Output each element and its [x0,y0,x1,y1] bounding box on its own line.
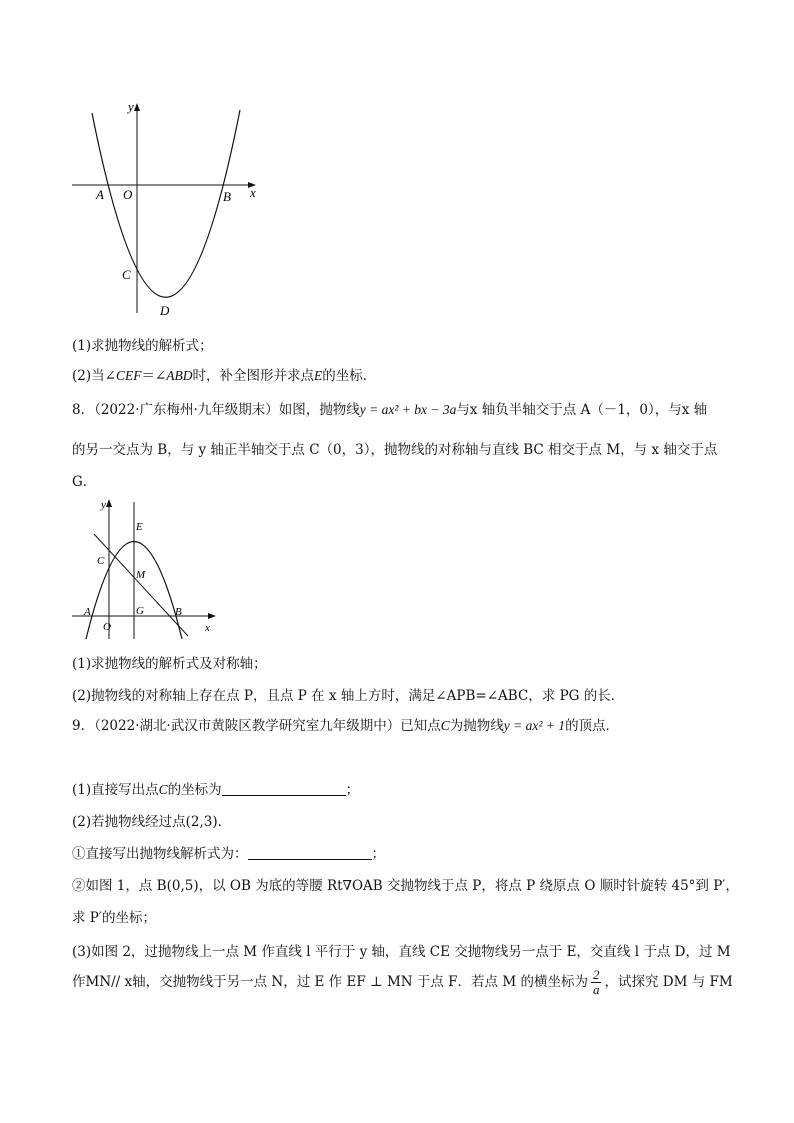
q8-part1: (1)求抛物线的解析式及对称轴； [72,656,267,672]
q9-line1-post: 的顶点． [565,718,620,734]
fraction-numerator: 2 [592,967,600,982]
fig2-label-x: x [205,622,210,634]
q9-part3-line2-pre: 作MN// x轴，交抛物线于另一点 N，过 E 作 EF ⊥ MN 于点 F．若点 M 的横坐标为 [72,974,588,990]
q8-line1 [72,400,707,420]
parabola-figure-2 [66,494,226,644]
q9-part3-line1: (3)如图 2，过抛物线上一点 M 作直线 l 平行于 y 轴，直线 CE 交抛物线另一点于 E，交直线 l 于点 D，过 M [72,944,731,960]
q9-point-c: C [440,718,450,733]
q9-line1-pre: 9．（2022·湖北·武汉市黄陂区教学研究室九年级期中）已知点 [72,718,441,734]
q9-sub2-line2: 求 P′的坐标； [72,910,156,926]
q7-part2-end: 的坐标． [322,368,377,384]
fig2-label-E: E [136,521,143,533]
fig2-label-C: C [97,555,105,567]
q7-point-e: E [314,368,323,383]
fig1-label-O: O [123,187,133,202]
fig2-label-B: B [175,606,182,618]
q7-part1: (1)求抛物线的解析式； [72,338,213,354]
q8-line2: 的另一交点为 B，与 y 轴正半轴交于点 C（0，3），抛物线的对称轴与直线 BC 相交于点 M，与 x 轴交于点 [72,442,718,458]
q9-part2: (2)若抛物线经过点(2,3)． [72,814,232,830]
q9-part3-line2 [72,968,733,997]
q9-line1-mid: 为抛物线 [449,718,504,734]
q8-line1-post: 与x 轴负半轴交于点 A（－1，0），与x 轴 [456,402,708,418]
q8-formula: y = ax² + bx − 3a [359,402,457,417]
fig1-label-y: y [128,99,134,114]
fig2-label-G: G [136,605,144,617]
q9-sub1 [72,844,385,864]
fig1-label-A: A [96,187,104,202]
q7-part2-pre: (2)当∠ [72,368,116,384]
q9-part1-pre: (1)直接写出点 [72,782,159,798]
fig2-label-A: A [84,606,91,618]
fig1-label-B: B [223,189,231,204]
q7-part2 [72,366,376,386]
fraction-denominator: a [592,982,600,997]
fig2-label-y: y [101,499,106,511]
q7-part2-post: 时，补全图形并求点 [192,368,314,384]
q9-part1-point: C [158,782,168,797]
q7-part2-mid: ＝∠ [141,368,167,384]
q9-sub1-pre: ①直接写出抛物线解析式为： [72,846,248,862]
fig1-label-C: C [122,267,131,282]
q8-line3: G． [72,474,97,490]
answer-blank-1[interactable] [222,781,346,796]
fraction-2-over-a [591,968,602,997]
answer-blank-2[interactable] [248,845,372,860]
q8-line1-pre: 8．（2022·广东梅州·九年级期末）如图，抛物线 [72,402,360,418]
fig2-label-O: O [103,621,111,633]
q9-part1-end: ； [345,782,360,798]
fig1-label-x: x [250,185,256,200]
q9-part3-line2-post: ，试探究 DM 与 FM [604,974,733,990]
q9-part1 [72,780,359,800]
q9-line1 [72,716,619,736]
fig2-label-M: M [136,569,146,581]
q9-sub2-line1: ②如图 1，点 B(0,5)，以 OB 为底的等腰 Rt∇OAB 交抛物线于点 P，将点 P 绕原点 O 顺时针旋转 45°到 P′， [72,878,739,894]
fig1-label-D: D [160,303,170,318]
q9-sub1-end: ； [371,846,385,862]
q7-angle-cef: CEF [115,368,142,383]
q7-angle-abd: ABD [166,368,193,383]
q9-formula: y = ax² + 1 [503,718,566,733]
q8-part2: (2)抛物线的对称轴上存在点 P，且点 P 在 x 轴上方时，满足∠APB=∠ABC，求 PG 的长． [72,688,625,704]
q9-part1-post: 的坐标为 [167,782,222,798]
parabola-figure-1 [64,98,274,323]
